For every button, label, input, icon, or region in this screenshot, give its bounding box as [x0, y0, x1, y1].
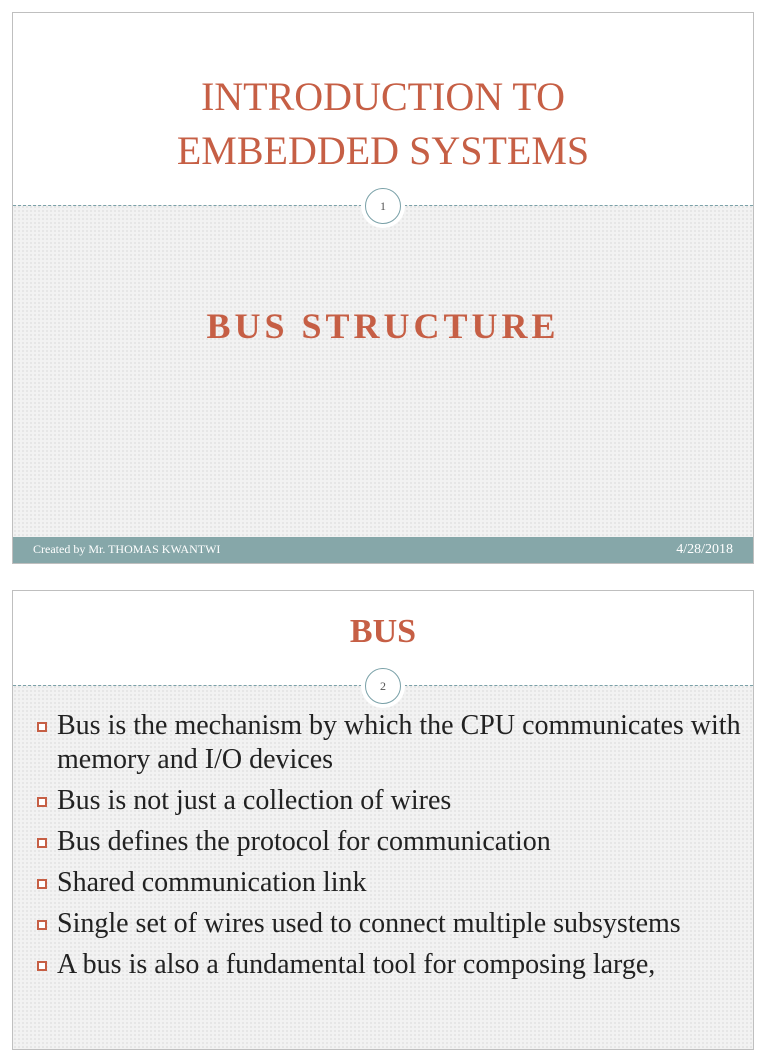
bullet-text: Bus defines the protocol for communication: [57, 826, 551, 857]
hollow-square-bullet-icon: [37, 879, 47, 889]
bullet-item: [35, 907, 743, 941]
slide-1-body-area: [13, 205, 753, 537]
slide-2: [12, 590, 754, 1050]
hollow-square-bullet-icon: [37, 797, 47, 807]
slide-1-number-badge: 1: [365, 188, 401, 224]
bullet-item: [35, 784, 743, 818]
hollow-square-bullet-icon: [37, 961, 47, 971]
slide-2-title: BUS: [349, 613, 417, 650]
bullet-text: Shared communication link: [57, 867, 367, 898]
hollow-square-bullet-icon: [37, 722, 47, 732]
slide-1-subtitle: BUS STRUCTURE: [206, 306, 560, 346]
slide-1-title-line-1: INTRODUCTION TO: [200, 74, 566, 119]
hollow-square-bullet-icon: [37, 838, 47, 848]
footer-author: Created by Mr. THOMAS KWANTWI: [33, 542, 221, 556]
bullet-text: A bus is also a fundamental tool for composing large,: [57, 949, 656, 980]
bullet-text: Single set of wires used to connect multiple subsystems: [57, 908, 681, 939]
slide-1: [12, 12, 754, 564]
bullet-item: [35, 709, 743, 777]
bullet-item: [35, 825, 743, 859]
bullet-text: Bus is the mechanism by which the CPU communicates with memory and I/O devices: [57, 710, 741, 775]
slide-1-title-line-2: EMBEDDED SYSTEMS: [176, 128, 590, 173]
bullet-item: [35, 866, 743, 900]
slide-2-number-badge: 2: [365, 668, 401, 704]
hollow-square-bullet-icon: [37, 920, 47, 930]
bullet-text: Bus is not just a collection of wires: [57, 785, 452, 816]
bullet-item: [35, 948, 743, 982]
bullet-list: [35, 709, 743, 989]
footer-date: 4/28/2018: [676, 542, 733, 557]
slide-1-footer: [13, 537, 753, 563]
